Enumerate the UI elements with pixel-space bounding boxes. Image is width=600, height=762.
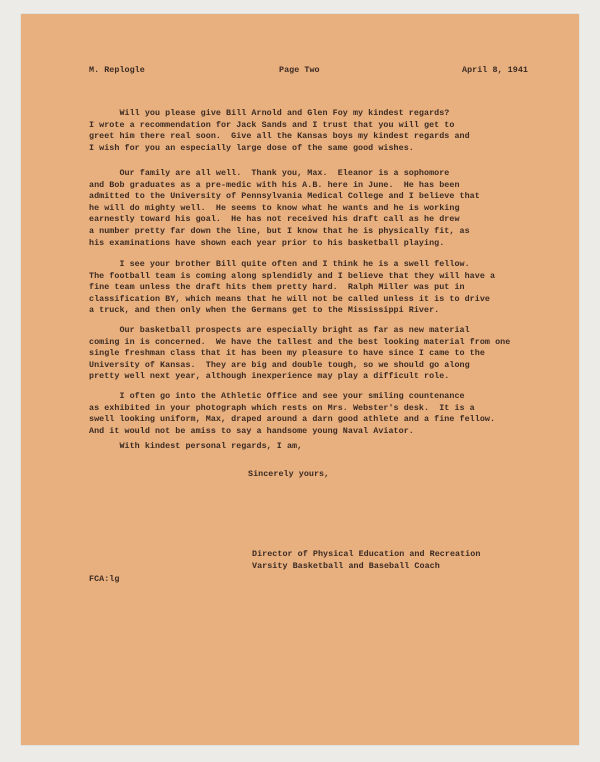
text-line: With kindest personal regards, I am,: [89, 441, 303, 451]
text-line: I see your brother Bill quite often and I think he is a swell fellow.: [89, 259, 470, 269]
paragraph-basketball: [89, 325, 531, 383]
text-line: greet him there real soon. Give all the Kansas boys my kindest regards and: [89, 131, 470, 142]
text-line: his examinations have shown each year prior to his basketball playing.: [89, 237, 445, 248]
text-line: The football team is coming along splendidly and I believe that they will have a: [89, 270, 496, 281]
text-line: a truck, and then only when the Germans get to the Mississippi River.: [89, 305, 440, 316]
paragraph-athletic-office: [89, 391, 531, 437]
text-line: I wish for you an especially large dose of the same good wishes.: [89, 142, 414, 153]
typist-initials: FCA:lg: [89, 574, 120, 584]
recipient-name: M. Replogle: [89, 65, 145, 75]
letter-document: [21, 14, 579, 745]
text-line: he will do mighty well. He seems to know what he wants and he is working: [89, 202, 460, 213]
letter-date: April 8, 1941: [462, 65, 528, 75]
letter-sheet: [21, 14, 579, 745]
text-line: And it would not be amiss to say a handsome young Naval Aviator.: [89, 425, 414, 436]
paragraph-regards: [89, 108, 531, 154]
text-line: swell looking uniform, Max, draped around a darn good athlete and a fine fellow.: [89, 414, 496, 425]
text-line: I wrote a recommendation for Jack Sands and I trust that you will get to: [89, 119, 455, 130]
paragraph-football: [89, 259, 531, 317]
text-line: single freshman class that it has been my pleasure to have since I came to the: [89, 348, 485, 359]
signature-title-line: Varsity Basketball and Baseball Coach: [252, 560, 440, 571]
text-line: Our family are all well. Thank you, Max. Eleanor is a sophomore: [89, 168, 450, 178]
text-line: coming in is concerned. We have the tallest and the best looking material from one: [89, 336, 511, 347]
signature-block: [252, 549, 552, 572]
page-number: Page Two: [279, 65, 320, 75]
text-line: admitted to the University of Pennsylvania Medical College and I believe that: [89, 191, 480, 202]
text-line: a number pretty far down the line, but I know that he is physically fit, as: [89, 225, 470, 236]
signature-title-line: Director of Physical Education and Recreation: [252, 549, 481, 559]
text-line: Our basketball prospects are especially bright as far as new material: [89, 325, 470, 335]
closing-salutation: Sincerely yours,: [248, 469, 330, 479]
text-line: and Bob graduates as a pre-medic with his A.B. here in June. He has been: [89, 179, 460, 190]
text-line: I often go into the Athletic Office and see your smiling countenance: [89, 391, 465, 401]
text-line: Will you please give Bill Arnold and Glen Foy my kindest regards?: [89, 108, 450, 118]
text-line: as exhibited in your photograph which rests on Mrs. Webster's desk. It is a: [89, 402, 475, 413]
paragraph-personal-regards: [89, 441, 531, 453]
text-line: classification BY, which means that he will not be called unless it is to drive: [89, 293, 490, 304]
text-line: fine team unless the draft hits them pretty hard. Ralph Miller was put in: [89, 282, 465, 293]
text-line: University of Kansas. They are big and double tough, so we should go along: [89, 359, 470, 370]
text-line: earnestly toward his goal. He has not received his draft call as he drew: [89, 214, 460, 225]
paragraph-family: [89, 168, 531, 249]
text-line: pretty well next year, although inexperience may play a difficult role.: [89, 371, 450, 382]
